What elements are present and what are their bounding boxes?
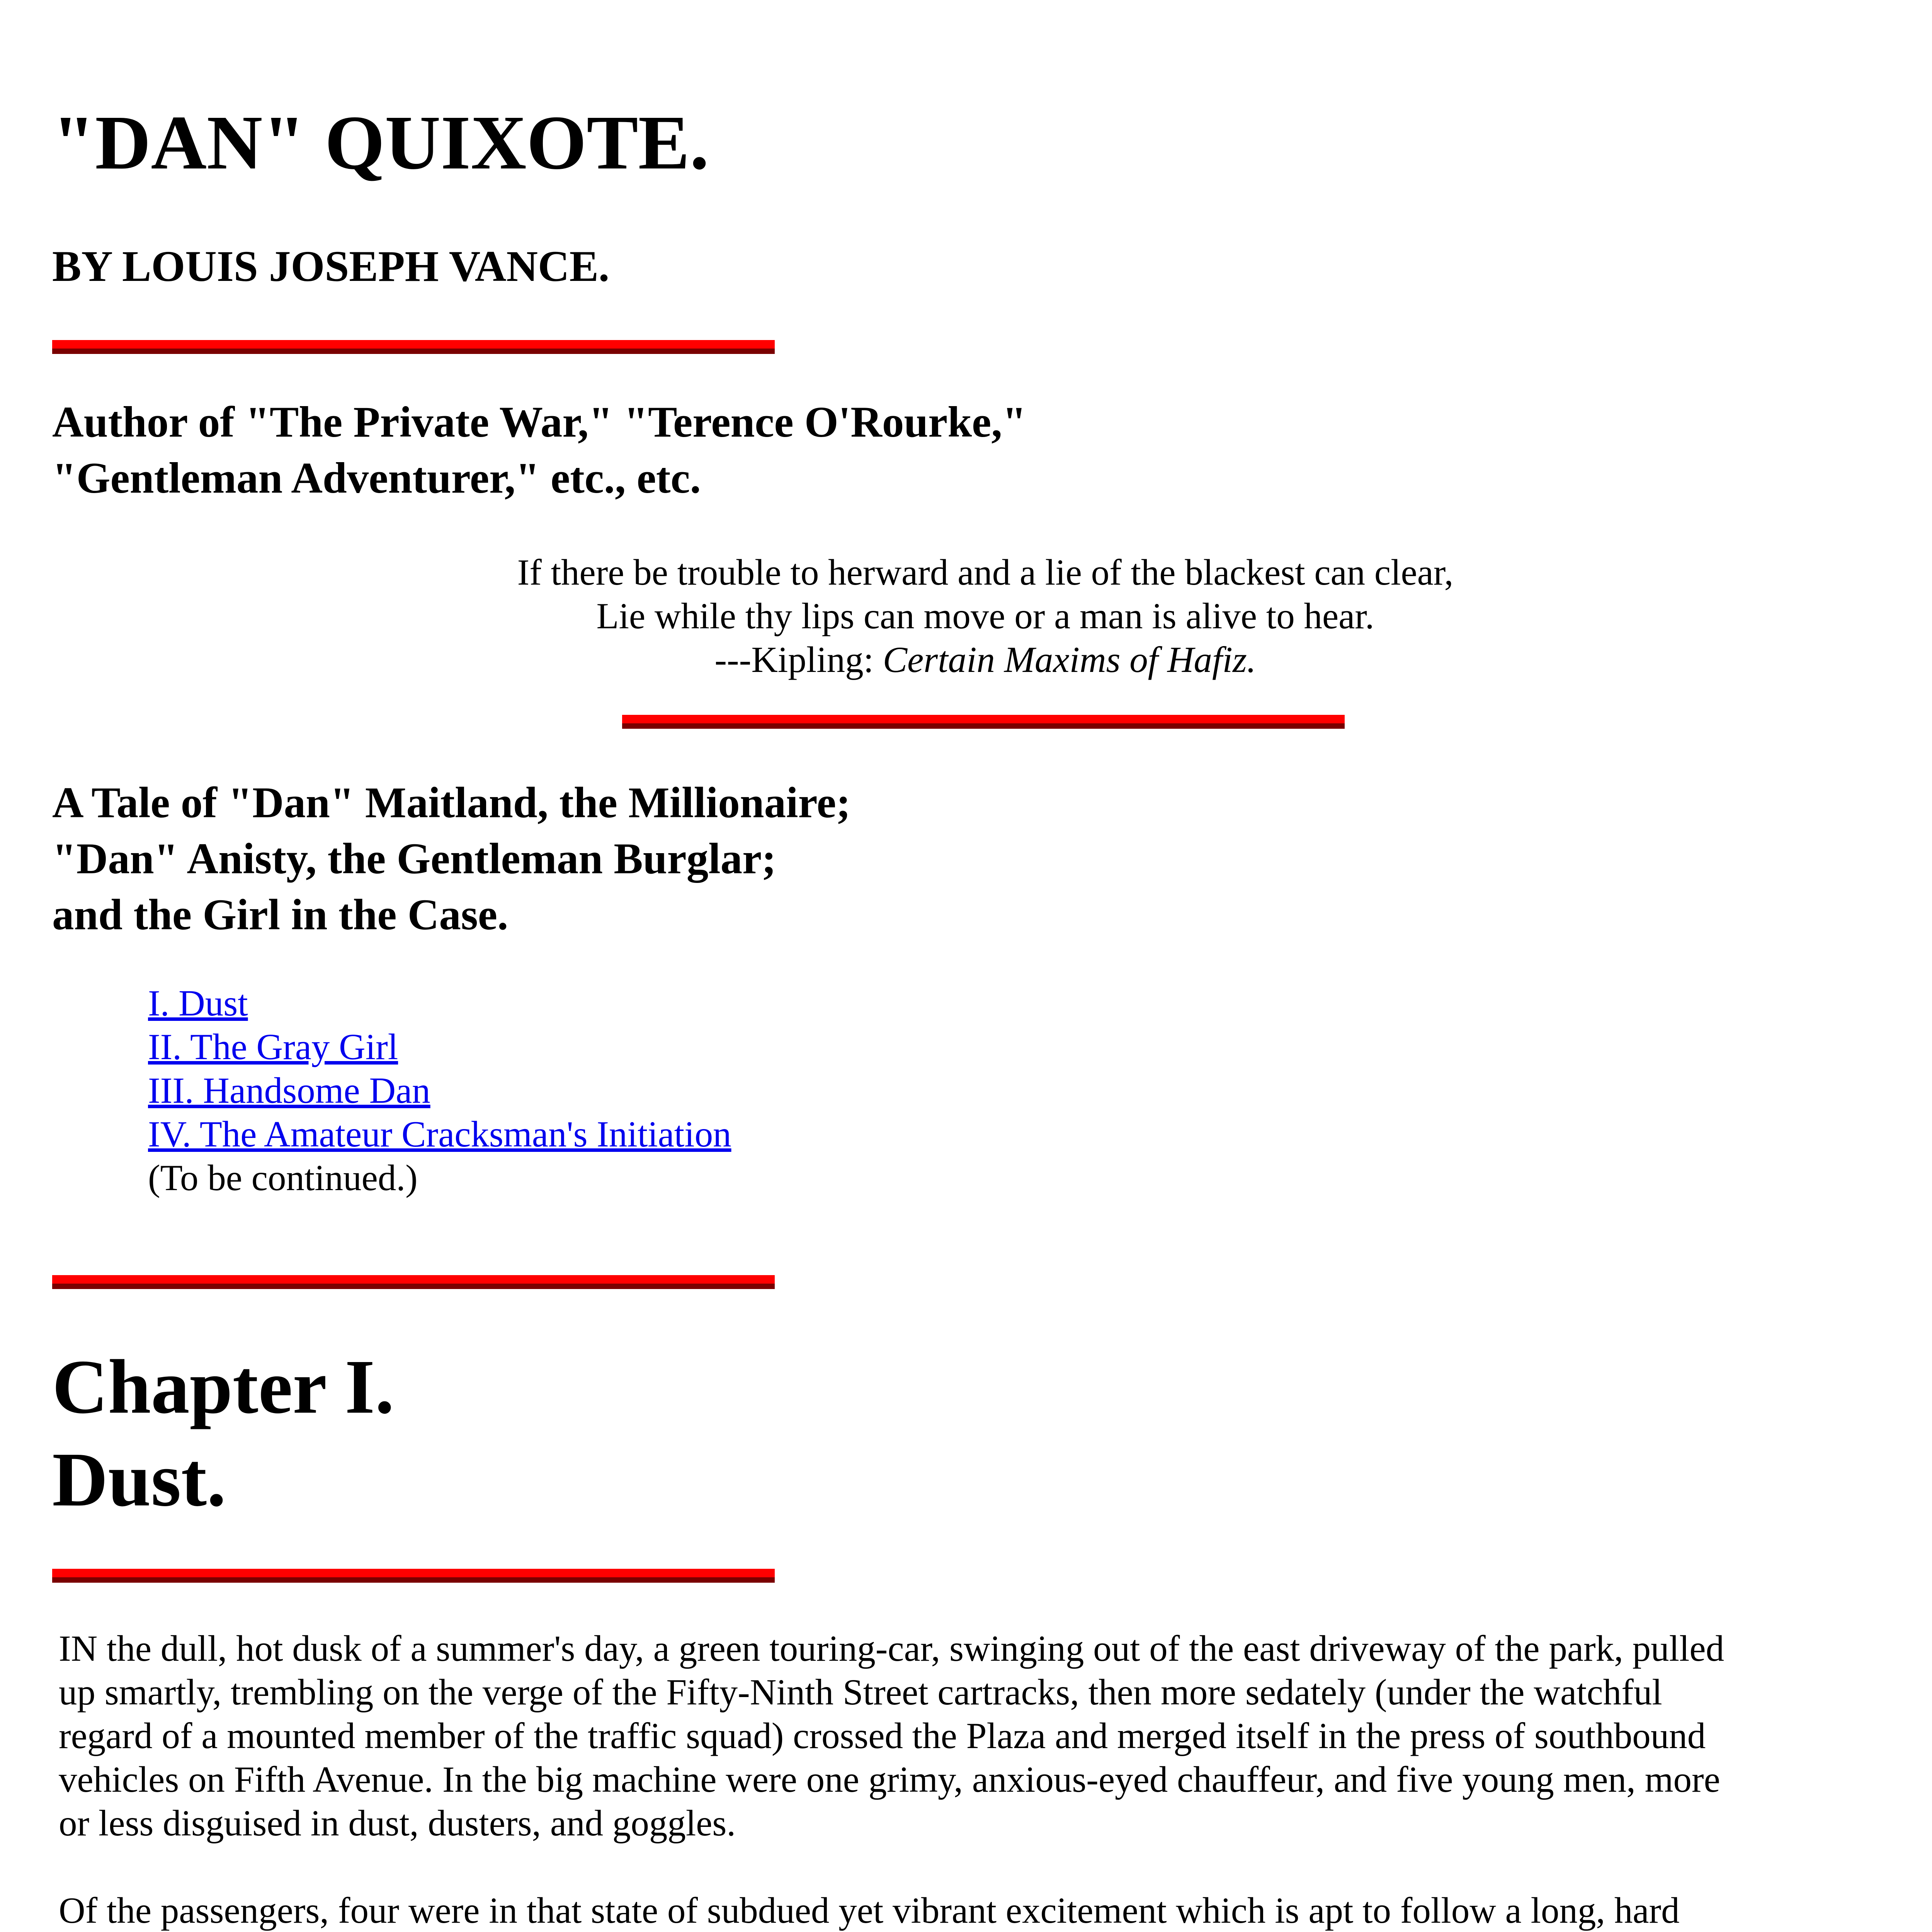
- byline: BY LOUIS JOSEPH VANCE.: [52, 242, 610, 291]
- divider: [52, 1275, 775, 1289]
- toc-link-handsome-dan[interactable]: III. Handsome Dan: [148, 1070, 430, 1111]
- chapter-title: Dust.: [52, 1437, 226, 1522]
- author-note-line: Author of "The Private War," "Terence O'Rourke,": [52, 398, 1027, 446]
- divider: [622, 715, 1345, 729]
- divider: [52, 1569, 775, 1583]
- chapter-heading: [52, 1341, 394, 1526]
- attribution-title: Certain Maxims of Hafiz.: [883, 639, 1256, 680]
- paragraph: IN the dull, hot dusk of a summer's day, a green touring-car, swinging out of the east driveway of the park, pulled up smartly, trembling on the verge of the Fifty-Ninth Street cartracks, then more sedately (under the watchful regard of a mounted member of the traffic squad) crossed the Plaza and merged itself in the press of southbound vehicles on Fifth Avenue. In the big machine were one grimy, anxious-eyed chauffeur, and five young men, more or less disguised in dust, dusters, and goggles.: [59, 1628, 1725, 1844]
- paragraph: Of the passengers, four were in that state of subdued yet vibrant excitement which is apt to follow a long, hard: [59, 1890, 1680, 1931]
- epigraph-line: If there be trouble to herward and a lie of the blackest can clear,: [517, 552, 1454, 593]
- epigraph: [0, 551, 1932, 682]
- epigraph-attribution: [0, 638, 1932, 682]
- tale-line: A Tale of "Dan" Maitland, the Millionaire;: [52, 779, 851, 827]
- chapter-number: Chapter I.: [52, 1344, 395, 1430]
- epigraph-line: Lie while thy lips can move or a man is alive to hear.: [596, 595, 1374, 636]
- chapter-body: [59, 1627, 1759, 1932]
- toc-link-dust[interactable]: I. Dust: [148, 983, 248, 1024]
- toc-item: [148, 1069, 731, 1112]
- toc-link-gray-girl[interactable]: II. The Gray Girl: [148, 1026, 398, 1067]
- toc-link-cracksman-initiation[interactable]: IV. The Amateur Cracksman's Initiation: [148, 1114, 731, 1155]
- tale-subtitle: [52, 775, 850, 943]
- author-note: [52, 394, 1026, 506]
- toc-item: [148, 1112, 731, 1156]
- toc-item: [148, 981, 731, 1025]
- toc-note: (To be continued.): [148, 1157, 418, 1198]
- toc-item: [148, 1025, 731, 1069]
- tale-line: "Dan" Anisty, the Gentleman Burglar;: [52, 835, 776, 883]
- author-note-line: "Gentleman Adventurer," etc., etc.: [52, 454, 701, 502]
- attribution-author: ---Kipling:: [714, 639, 883, 680]
- table-of-contents: [148, 981, 731, 1200]
- tale-line: and the Girl in the Case.: [52, 891, 509, 939]
- divider: [52, 340, 775, 354]
- story-title: "DAN" QUIXOTE.: [52, 100, 709, 185]
